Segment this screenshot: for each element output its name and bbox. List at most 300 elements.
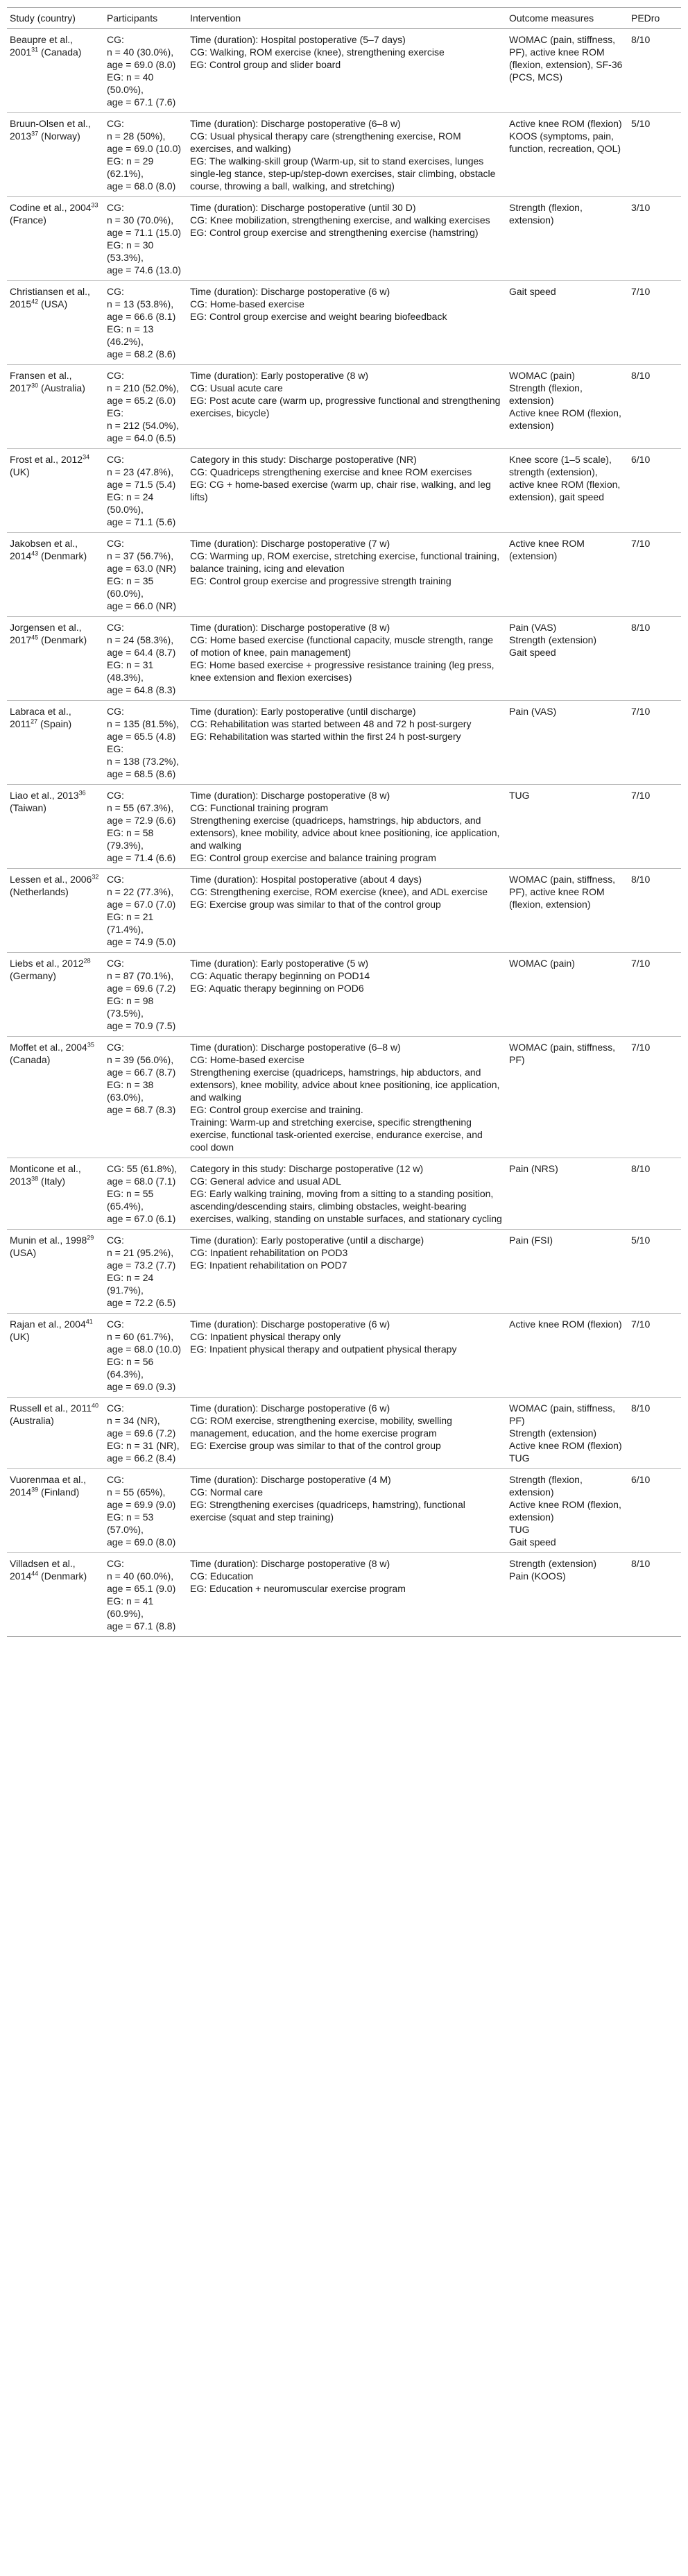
outcome-cell (506, 113, 628, 197)
outcome-cell (506, 1037, 628, 1158)
study-reference: 45 (31, 634, 39, 641)
intervention-line: EG: Control group exercise and progressive strength training (190, 575, 452, 586)
header-outcome-measures: Outcome measures (506, 8, 628, 29)
intervention-line: Time (duration): Discharge postoperative (4 M) (190, 1474, 391, 1485)
participants-line: EG: n = 35 (60.0%), (107, 575, 154, 599)
participants-line: EG: n = 29 (62.1%), (107, 155, 154, 179)
intervention-cell (187, 365, 506, 449)
participants-line: EG: n = 56 (64.3%), (107, 1356, 154, 1380)
intervention-cell (187, 29, 506, 113)
table-body (7, 29, 681, 1637)
study-cell (7, 113, 104, 197)
outcome-cell (506, 533, 628, 617)
intervention-line: CG: Warming up, ROM exercise, stretching exercise, functional training, balance training, icing and elevation (190, 550, 500, 574)
intervention-cell (187, 281, 506, 365)
table-row (7, 701, 681, 785)
participants-line: EG: (107, 743, 124, 754)
participants-line: EG: n = 98 (73.5%), (107, 995, 154, 1019)
table-row (7, 1158, 681, 1230)
outcome-cell (506, 701, 628, 785)
intervention-line: CG: Aquatic therapy beginning on POD14 (190, 970, 370, 981)
outcome-line: TUG (509, 790, 530, 801)
header-participants: Participants (104, 8, 187, 29)
header-pedro: PEDro (628, 8, 681, 29)
participants-line: age = 69.6 (7.2) (107, 1427, 176, 1439)
study-reference: 30 (31, 382, 39, 389)
intervention-cell (187, 953, 506, 1037)
study-country: (Canada) (10, 1054, 51, 1065)
participants-line: n = 60 (61.7%), (107, 1331, 174, 1342)
study-reference: 44 (31, 1570, 39, 1577)
study-country: (Australia) (10, 1415, 54, 1426)
participants-line: CG: (107, 622, 124, 633)
participants-line: age = 69.6 (7.2) (107, 983, 176, 994)
intervention-line: Time (duration): Discharge postoperative (8 w) (190, 790, 390, 801)
intervention-line: CG: Usual physical therapy care (strengthening exercise, ROM exercises, and walking) (190, 130, 461, 154)
participants-line: EG: (107, 407, 124, 418)
pedro-score: 8/10 (628, 1553, 681, 1637)
participants-line: n = 23 (47.8%), (107, 466, 174, 477)
table-row (7, 197, 681, 281)
study-cell (7, 197, 104, 281)
study-cell (7, 365, 104, 449)
intervention-line: Time (duration): Discharge postoperative (6–8 w) (190, 1042, 401, 1053)
participants-line: CG: (107, 790, 124, 801)
outcome-line: TUG (509, 1524, 530, 1535)
participants-line: age = 67.0 (6.1) (107, 1213, 176, 1224)
intervention-line: EG: Inpatient rehabilitation on POD7 (190, 1260, 347, 1271)
study-author-year: Christiansen et al., 2015 (10, 286, 90, 310)
outcome-line: Active knee ROM (flexion, extension) (509, 407, 621, 431)
study-reference: 36 (78, 789, 86, 797)
participants-line: n = 34 (NR), (107, 1415, 160, 1426)
participants-line: CG: (107, 370, 124, 381)
intervention-cell (187, 1037, 506, 1158)
intervention-line: Time (duration): Discharge postoperative (7 w) (190, 538, 390, 549)
participants-line: age = 66.7 (8.7) (107, 1067, 176, 1078)
participants-line: CG: (107, 874, 124, 885)
study-author-year: Lessen et al., 2006 (10, 874, 92, 885)
study-characteristics-table (7, 7, 681, 1637)
participants-cell (104, 365, 187, 449)
participants-line: n = 138 (73.2%), (107, 756, 179, 767)
participants-cell (104, 701, 187, 785)
study-country: (Norway) (38, 130, 80, 142)
participants-line: EG: n = 58 (79.3%), (107, 827, 154, 851)
intervention-line: CG: Inpatient physical therapy only (190, 1331, 341, 1342)
outcome-cell (506, 1398, 628, 1469)
intervention-cell (187, 113, 506, 197)
participants-line: n = 210 (52.0%), (107, 382, 179, 393)
intervention-cell (187, 1553, 506, 1637)
outcome-line: Pain (KOOS) (509, 1570, 566, 1582)
table-row (7, 617, 681, 701)
intervention-line: EG: Post acute care (warm up, progressive functional and strengthening exercises, bicycle) (190, 395, 501, 418)
participants-line: CG: 55 (61.8%), (107, 1163, 178, 1174)
intervention-line: Time (duration): Hospital postoperative (about 4 days) (190, 874, 422, 885)
study-cell (7, 1230, 104, 1314)
participants-line: EG: n = 55 (65.4%), (107, 1188, 154, 1212)
outcome-cell (506, 449, 628, 533)
participants-line: n = 212 (54.0%), (107, 420, 179, 431)
participants-line: age = 72.9 (6.6) (107, 815, 176, 826)
table-row (7, 1398, 681, 1469)
outcome-cell (506, 869, 628, 953)
table-row (7, 953, 681, 1037)
intervention-line: EG: Early walking training, moving from a sitting to a standing position, ascending/descending stairs, climbing obstacles, weight-bearing exercises, walking, standing on unstable surfaces, and stationary cycling (190, 1188, 502, 1224)
participants-line: age = 64.8 (8.3) (107, 684, 176, 695)
intervention-cell (187, 1158, 506, 1230)
study-country: (Netherlands) (10, 886, 69, 897)
participants-line: age = 65.1 (9.0) (107, 1583, 176, 1594)
outcome-line: Strength (extension) (509, 1427, 597, 1439)
study-country: (Finland) (38, 1486, 80, 1498)
intervention-line: Time (duration): Early postoperative (until discharge) (190, 706, 416, 717)
participants-line: CG: (107, 706, 124, 717)
study-cell (7, 617, 104, 701)
participants-line: age = 74.9 (5.0) (107, 936, 176, 947)
participants-line: age = 66.6 (8.1) (107, 311, 176, 322)
intervention-line: EG: Control group and slider board (190, 59, 341, 70)
participants-line: EG: n = 40 (50.0%), (107, 71, 154, 95)
intervention-line: CG: Usual acute care (190, 382, 283, 393)
intervention-line: CG: General advice and usual ADL (190, 1176, 341, 1187)
study-country: (Taiwan) (10, 802, 46, 813)
participants-line: age = 68.5 (8.6) (107, 768, 176, 779)
intervention-line: CG: Walking, ROM exercise (knee), strengthening exercise (190, 46, 445, 58)
participants-line: age = 68.0 (10.0) (107, 1344, 182, 1355)
intervention-line: Strengthening exercise (quadriceps, hamstrings, hip abductors, and extensors), knee mobility, advice about knee positioning, ice application, and walking (190, 815, 500, 851)
study-reference: 32 (92, 873, 99, 881)
intervention-line: EG: Rehabilitation was started within the first 24 h post-surgery (190, 731, 461, 742)
study-author-year: Liebs et al., 2012 (10, 958, 84, 969)
participants-line: CG: (107, 958, 124, 969)
participants-line: n = 22 (77.3%), (107, 886, 174, 897)
outcome-line: Pain (NRS) (509, 1163, 558, 1174)
participants-cell (104, 1553, 187, 1637)
header-study: Study (country) (7, 8, 104, 29)
study-reference: 29 (87, 1234, 94, 1242)
table-row (7, 533, 681, 617)
intervention-line: CG: Normal care (190, 1486, 264, 1498)
participants-cell (104, 869, 187, 953)
table-row (7, 449, 681, 533)
intervention-cell (187, 197, 506, 281)
outcome-line: KOOS (symptoms, pain, function, recreation, QOL) (509, 130, 621, 154)
intervention-line: CG: Home-based exercise (190, 1054, 304, 1065)
study-author-year: Vuorenmaa et al., 2014 (10, 1474, 86, 1498)
study-cell (7, 953, 104, 1037)
study-reference: 35 (87, 1041, 94, 1049)
intervention-line: CG: Strengthening exercise, ROM exercise (knee), and ADL exercise (190, 886, 488, 897)
outcome-cell (506, 1230, 628, 1314)
pedro-score: 7/10 (628, 701, 681, 785)
participants-line: EG: n = 13 (46.2%), (107, 323, 154, 347)
intervention-line: Category in this study: Discharge postoperative (12 w) (190, 1163, 424, 1174)
table-row (7, 869, 681, 953)
pedro-score: 7/10 (628, 785, 681, 869)
participants-line: EG: n = 30 (53.3%), (107, 239, 154, 263)
intervention-line: EG: Exercise group was similar to that of the control group (190, 899, 441, 910)
intervention-line: EG: Control group exercise and training. (190, 1104, 363, 1115)
study-author-year: Liao et al., 2013 (10, 790, 79, 801)
study-author-year: Beaupre et al., 2001 (10, 34, 74, 58)
participants-cell (104, 617, 187, 701)
participants-line: age = 68.2 (8.6) (107, 348, 176, 359)
intervention-cell (187, 533, 506, 617)
study-reference: 38 (31, 1175, 39, 1183)
table-row (7, 1314, 681, 1398)
study-author-year: Moffet et al., 2004 (10, 1042, 87, 1053)
table-row (7, 365, 681, 449)
participants-line: CG: (107, 34, 124, 45)
pedro-score: 8/10 (628, 869, 681, 953)
outcome-line: Gait speed (509, 286, 556, 297)
header-intervention: Intervention (187, 8, 506, 29)
study-reference: 33 (91, 201, 98, 209)
pedro-score: 7/10 (628, 1037, 681, 1158)
outcome-line: WOMAC (pain, stiffness, PF), active knee ROM (flexion, extension) (509, 874, 616, 910)
study-author-year: Munin et al., 1998 (10, 1235, 87, 1246)
participants-line: EG: n = 41 (60.9%), (107, 1595, 154, 1619)
table-row (7, 785, 681, 869)
participants-cell (104, 1158, 187, 1230)
participants-cell (104, 1314, 187, 1398)
table-header (7, 8, 681, 29)
study-author-year: Fransen et al., 2017 (10, 370, 72, 393)
participants-line: n = 30 (70.0%), (107, 214, 174, 226)
pedro-score: 8/10 (628, 29, 681, 113)
outcome-line: Pain (VAS) (509, 622, 557, 633)
participants-line: CG: (107, 1403, 124, 1414)
participants-cell (104, 281, 187, 365)
study-reference: 31 (31, 46, 39, 53)
outcome-cell (506, 1314, 628, 1398)
participants-cell (104, 533, 187, 617)
evidence-table-sheet (7, 7, 681, 1637)
study-cell (7, 1398, 104, 1469)
outcome-line: Pain (FSI) (509, 1235, 553, 1246)
participants-line: age = 67.1 (8.8) (107, 1620, 176, 1632)
pedro-score: 8/10 (628, 617, 681, 701)
intervention-cell (187, 869, 506, 953)
participants-cell (104, 449, 187, 533)
outcome-line: WOMAC (pain) (509, 370, 575, 381)
intervention-line: Time (duration): Discharge postoperative (6–8 w) (190, 118, 401, 129)
study-reference: 42 (31, 298, 39, 305)
study-country: (USA) (10, 1247, 37, 1258)
intervention-cell (187, 617, 506, 701)
study-country: (UK) (10, 1331, 30, 1342)
outcome-line: Strength (flexion, extension) (509, 202, 583, 226)
intervention-line: CG: Functional training program (190, 802, 329, 813)
study-cell (7, 29, 104, 113)
intervention-line: EG: Home based exercise + progressive resistance training (leg press, knee extension and flexion exercises) (190, 659, 495, 683)
study-author-year: Rajan et al., 2004 (10, 1319, 86, 1330)
outcome-cell (506, 1469, 628, 1553)
study-cell (7, 1469, 104, 1553)
pedro-score: 8/10 (628, 1398, 681, 1469)
table-row (7, 1553, 681, 1637)
intervention-line: CG: ROM exercise, strengthening exercise, mobility, swelling management, education, and the home exercise program (190, 1415, 452, 1439)
table-row (7, 1037, 681, 1158)
intervention-line: Strengthening exercise (quadriceps, hamstrings, hip abductors, and extensors), knee mobility, advice about knee positioning, ice application, and walking (190, 1067, 500, 1103)
intervention-line: CG: Knee mobilization, strengthening exercise, and walking exercises (190, 214, 490, 226)
outcome-line: WOMAC (pain, stiffness, PF) (509, 1403, 616, 1426)
table-row (7, 1469, 681, 1553)
participants-line: age = 71.5 (5.4) (107, 479, 176, 490)
study-cell (7, 1553, 104, 1637)
participants-line: CG: (107, 286, 124, 297)
pedro-score: 7/10 (628, 1314, 681, 1398)
study-reference: 37 (31, 130, 39, 137)
study-cell (7, 449, 104, 533)
participants-line: age = 68.7 (8.3) (107, 1104, 176, 1115)
participants-cell (104, 197, 187, 281)
outcome-cell (506, 953, 628, 1037)
participants-line: EG: n = 31 (48.3%), (107, 659, 154, 683)
intervention-line: EG: Strengthening exercises (quadriceps, hamstring), functional exercise (squat and step training) (190, 1499, 465, 1523)
study-country: (Denmark) (38, 1570, 87, 1582)
study-author-year: Codine et al., 2004 (10, 202, 92, 213)
study-author-year: Frost et al., 2012 (10, 454, 83, 465)
study-reference: 43 (31, 550, 39, 557)
outcome-line: Knee score (1–5 scale), strength (extension), active knee ROM (flexion, extension), gait speed (509, 454, 621, 502)
participants-line: CG: (107, 538, 124, 549)
participants-cell (104, 1037, 187, 1158)
participants-cell (104, 113, 187, 197)
table-row (7, 281, 681, 365)
study-author-year: Russell et al., 2011 (10, 1403, 92, 1414)
study-country: (Australia) (38, 382, 85, 393)
outcome-line: Strength (flexion, extension) (509, 1474, 583, 1498)
intervention-line: CG: Home based exercise (functional capacity, muscle strength, range of motion of knee, pain management) (190, 634, 494, 658)
participants-cell (104, 1230, 187, 1314)
participants-line: EG: n = 31 (NR), (107, 1440, 180, 1451)
participants-line: CG: (107, 1319, 124, 1330)
participants-line: age = 66.2 (8.4) (107, 1452, 176, 1464)
participants-line: EG: n = 53 (57.0%), (107, 1511, 154, 1535)
pedro-score: 7/10 (628, 281, 681, 365)
study-country: (UK) (10, 466, 30, 477)
participants-line: age = 69.0 (8.0) (107, 59, 176, 70)
participants-line: EG: n = 24 (50.0%), (107, 491, 154, 515)
intervention-line: Time (duration): Discharge postoperative (6 w) (190, 286, 390, 297)
table-row (7, 113, 681, 197)
intervention-cell (187, 449, 506, 533)
study-cell (7, 1158, 104, 1230)
participants-line: age = 67.0 (7.0) (107, 899, 176, 910)
study-country: (Italy) (38, 1176, 66, 1187)
outcome-line: TUG (509, 1452, 530, 1464)
participants-line: age = 63.0 (NR) (107, 563, 176, 574)
participants-line: age = 71.1 (15.0) (107, 227, 182, 238)
intervention-cell (187, 1230, 506, 1314)
pedro-score: 7/10 (628, 533, 681, 617)
participants-line: n = 13 (53.8%), (107, 298, 174, 310)
participants-line: age = 67.1 (7.6) (107, 96, 176, 108)
participants-line: age = 64.0 (6.5) (107, 432, 176, 443)
study-country: (Denmark) (38, 550, 87, 561)
study-country: (Canada) (38, 46, 82, 58)
participants-line: n = 40 (30.0%), (107, 46, 174, 58)
intervention-cell (187, 1314, 506, 1398)
intervention-line: CG: Inpatient rehabilitation on POD3 (190, 1247, 348, 1258)
intervention-line: EG: Aquatic therapy beginning on POD6 (190, 983, 364, 994)
study-cell (7, 785, 104, 869)
participants-cell (104, 29, 187, 113)
pedro-score: 8/10 (628, 365, 681, 449)
outcome-cell (506, 1553, 628, 1637)
participants-line: age = 69.0 (9.3) (107, 1381, 176, 1392)
study-reference: 28 (83, 957, 91, 965)
intervention-line: Time (duration): Early postoperative (5 w) (190, 958, 369, 969)
participants-line: age = 64.4 (8.7) (107, 647, 176, 658)
intervention-line: Time (duration): Discharge postoperative (6 w) (190, 1319, 390, 1330)
participants-line: CG: (107, 1558, 124, 1569)
participants-line: CG: (107, 118, 124, 129)
outcome-line: Gait speed (509, 1536, 556, 1548)
study-cell (7, 1314, 104, 1398)
study-reference: 41 (85, 1318, 93, 1325)
participants-line: age = 71.1 (5.6) (107, 516, 176, 527)
study-country: (USA) (38, 298, 68, 310)
participants-line: age = 68.0 (7.1) (107, 1176, 176, 1187)
participants-line: n = 40 (60.0%), (107, 1570, 174, 1582)
intervention-line: Time (duration): Early postoperative (8 w) (190, 370, 369, 381)
participants-line: n = 39 (56.0%), (107, 1054, 174, 1065)
intervention-line: CG: Education (190, 1570, 254, 1582)
table-row (7, 1230, 681, 1314)
pedro-score: 5/10 (628, 113, 681, 197)
outcome-line: Strength (flexion, extension) (509, 382, 583, 406)
participants-line: n = 87 (70.1%), (107, 970, 174, 981)
participants-cell (104, 785, 187, 869)
outcome-line: Active knee ROM (extension) (509, 538, 585, 561)
table-row (7, 29, 681, 113)
study-author-year: Bruun-Olsen et al., 2013 (10, 118, 91, 142)
intervention-line: EG: Control group exercise and balance training program (190, 852, 436, 863)
study-cell (7, 1037, 104, 1158)
participants-line: CG: (107, 202, 124, 213)
participants-line: CG: (107, 454, 124, 465)
outcome-cell (506, 197, 628, 281)
pedro-score: 6/10 (628, 449, 681, 533)
study-cell (7, 281, 104, 365)
participants-line: n = 28 (50%), (107, 130, 166, 142)
outcome-line: Pain (VAS) (509, 706, 557, 717)
header-row (7, 8, 681, 29)
outcome-cell (506, 29, 628, 113)
study-author-year: Villadsen et al., 2014 (10, 1558, 76, 1582)
participants-line: age = 66.0 (NR) (107, 600, 176, 611)
participants-line: age = 71.4 (6.6) (107, 852, 176, 863)
study-reference: 39 (31, 1486, 39, 1493)
outcome-cell (506, 365, 628, 449)
outcome-line: Active knee ROM (flexion) (509, 1440, 622, 1451)
pedro-score: 3/10 (628, 197, 681, 281)
intervention-line: CG: Home-based exercise (190, 298, 304, 310)
participants-cell (104, 953, 187, 1037)
intervention-line: Training: Warm-up and stretching exercise, specific strengthening exercise, functional task-oriented exercise, endurance exercise, and cool down (190, 1117, 483, 1153)
participants-line: EG: n = 38 (63.0%), (107, 1079, 154, 1103)
outcome-cell (506, 785, 628, 869)
outcome-line: Strength (extension) (509, 634, 597, 645)
participants-line: age = 70.9 (7.5) (107, 1020, 176, 1031)
participants-line: CG: (107, 1235, 124, 1246)
participants-line: n = 55 (65%), (107, 1486, 166, 1498)
participants-line: age = 74.6 (13.0) (107, 264, 182, 276)
